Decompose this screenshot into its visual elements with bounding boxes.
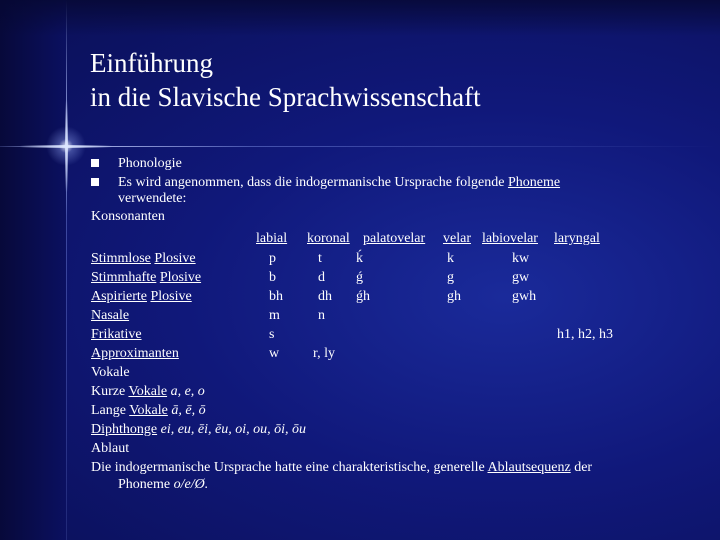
vertical-line-decoration [66,0,67,540]
row-label-part: Plosive [159,270,202,285]
row-label-part: Stimmhafte [91,270,157,285]
col-header-laryngal: laryngal [554,231,600,246]
cell-labiovelar: kw [512,251,530,266]
bullet-annahme-cont: verwendete: [118,191,187,206]
vokale-lange-link: Vokale [129,403,168,418]
row-label-aspirierte [91,288,192,306]
cell-labial: p [269,251,276,266]
cell-laryngal: h1, h2, h3 [557,327,613,342]
row-label-part: Stimmlose [91,251,151,266]
title-line-1: Einführung [90,48,213,78]
col-header-velar: velar [443,231,471,246]
cell-velar: gh [447,289,461,304]
vokale-kurze-label: Kurze [91,384,126,399]
cell-velar: g [447,270,454,285]
cell-koronal: d [318,270,325,285]
ablaut-text-end: der [574,460,593,475]
row-label-part: Plosive [150,289,192,304]
ablautsequenz-link: Ablautsequenz [487,460,571,475]
cell-koronal: r, ly [313,346,335,361]
cell-palatovelar: ḱ [356,251,363,266]
diphthonge-label: Diphthonge [91,422,158,437]
vokale-kurze [91,383,205,401]
cell-palatovelar: ǵh [356,289,370,304]
row-label-frikative [91,326,142,344]
flare-horizontal-ray [20,145,112,148]
vokale-lange [91,402,206,420]
vokale-lange-label: Lange [91,403,126,418]
row-label-part: Aspirierte [91,289,147,304]
row-label-approximanten [91,345,179,363]
ablaut-line-1 [91,459,592,477]
row-label-nasale [91,307,129,325]
cell-labiovelar: gwh [512,289,537,304]
bullet-phonologie: Phonologie [118,156,182,171]
vokale-heading: Vokale [91,365,130,380]
ablaut-line-2 [118,476,208,494]
cell-labial: b [269,270,276,285]
top-band-decoration [0,0,720,36]
bullet-marker-icon [91,178,99,186]
vokale-kurze-values: a, e, o [170,384,205,399]
konsonanten-heading: Konsonanten [91,209,165,224]
cell-koronal: t [318,251,322,266]
bullet-annahme-phoneme: Phoneme [507,175,561,190]
col-header-palatovelar: palatovelar [363,231,426,246]
row-label-part: Frikative [91,327,142,342]
col-header-labial: labial [256,231,288,246]
diphthonge-values: ei, eu, ēi, ēu, oi, ou, ōi, ōu [160,422,307,437]
cell-koronal: n [318,308,325,323]
cell-labial: m [269,308,280,323]
cell-palatovelar: ǵ [356,270,363,285]
ablaut-heading: Ablaut [91,441,130,456]
vokale-lange-values: ā, ē, ō [171,403,206,418]
vokale-diphthonge [91,421,306,439]
cell-koronal: dh [318,289,332,304]
row-label-stimmlose [91,250,196,268]
row-label-stimmhafte [91,269,201,287]
cell-labiovelar: gw [512,270,530,285]
cell-labial: w [269,346,280,361]
slide-title [90,46,481,114]
cell-labial: s [269,327,275,342]
title-line-2: in die Slavische Sprachwissenschaft [90,82,481,112]
row-label-part: Plosive [154,251,196,266]
col-header-labiovelar: labiovelar [482,231,538,246]
bullet-marker-icon [91,159,99,167]
bullet-annahme-text: Es wird angenommen, dass die indogermanische Ursprache folgende [118,175,505,190]
row-label-part: Nasale [91,308,130,323]
ablaut-text: Die indogermanische Ursprache hatte eine charakteristische, generelle [91,460,485,475]
vokale-kurze-link: Vokale [128,384,168,399]
row-label-part: Approximanten [91,346,179,361]
cell-velar: k [447,251,454,266]
cell-labial: bh [269,289,283,304]
ablaut-phoneme-label: Phoneme [118,477,171,492]
ablaut-phoneme-values: o/e/Ø. [173,477,209,492]
col-header-koronal: koronal [307,231,350,246]
left-band-decoration [0,0,66,540]
